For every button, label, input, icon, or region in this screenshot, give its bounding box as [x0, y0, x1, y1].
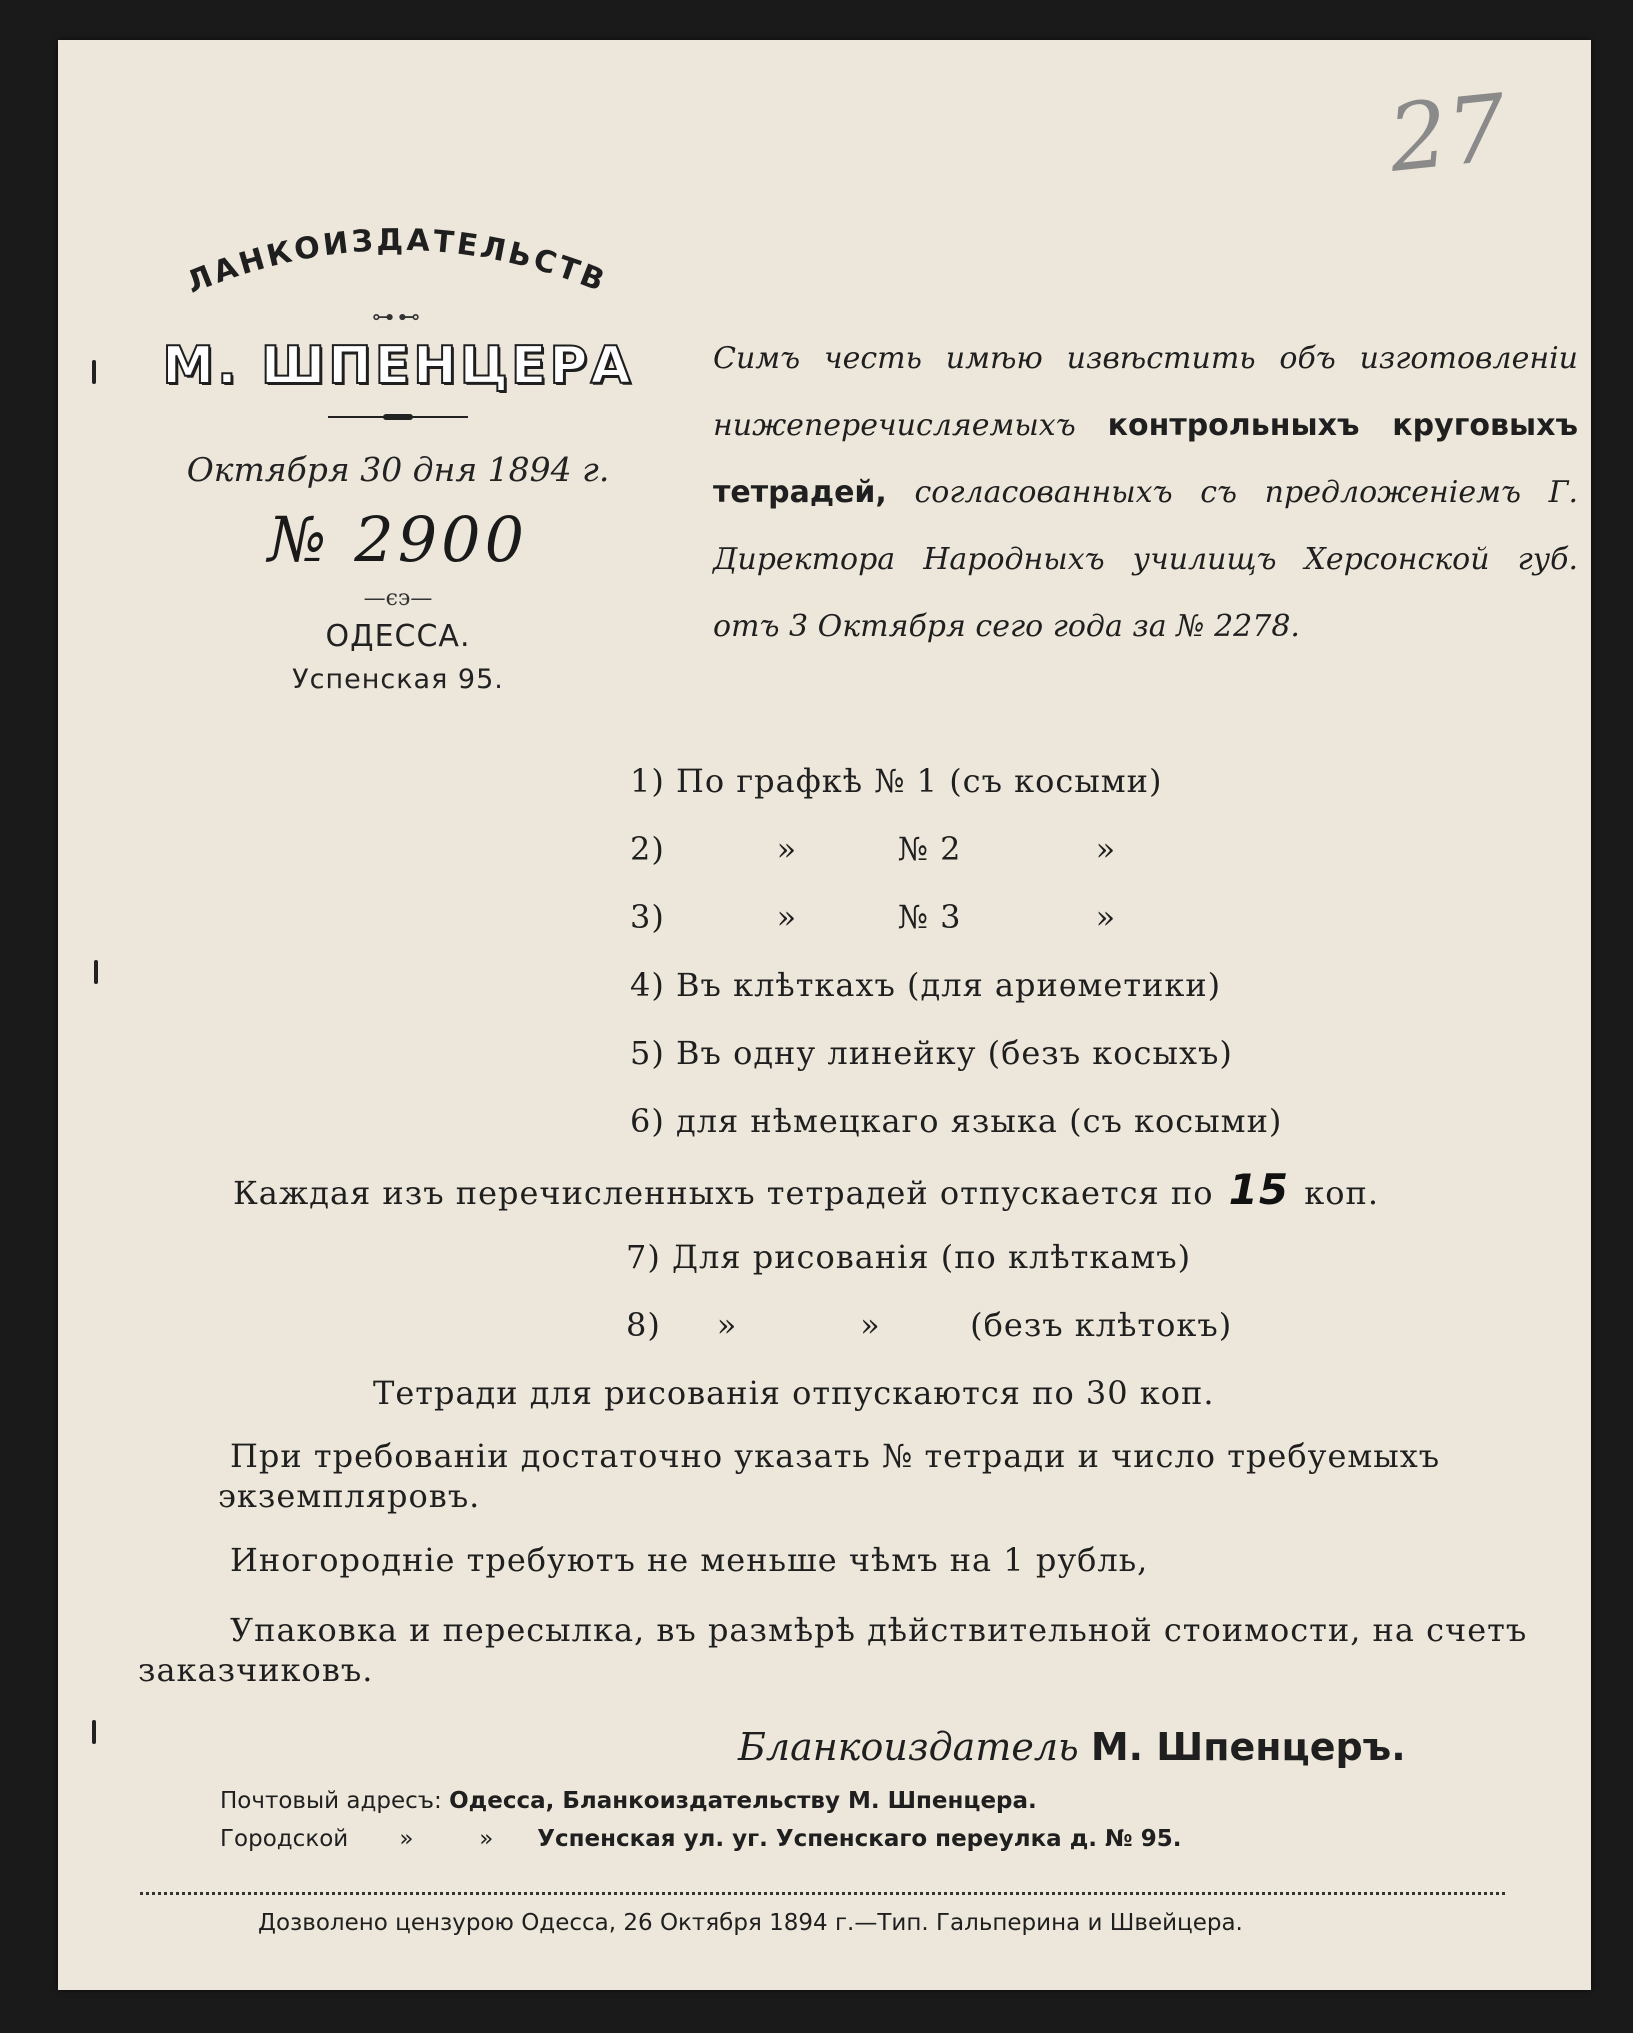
city-value: Успенская ул. уг. Успенскаго переулка д. № 95. [537, 1826, 1182, 1852]
letter-date: Октября 30 дня 1894 г. [186, 450, 610, 489]
paragraph: Иногородніе требуютъ не меньше чѣмъ на 1 рубль, [230, 1541, 1149, 1579]
handwritten-price: 15 [1228, 1165, 1290, 1214]
letterhead [158, 210, 638, 695]
ornament-small: ⊶⊷ [372, 305, 424, 330]
price-unit: коп. [1304, 1174, 1380, 1212]
binding-mark [94, 960, 98, 984]
rule-ornament [328, 414, 468, 420]
binding-mark [92, 360, 96, 384]
list-item: 6) для нѣмецкаго языка (съ косыми) [630, 1102, 1283, 1140]
drawing-price-line: Тетради для рисованія отпускаются по 30 коп. [373, 1374, 1215, 1412]
document-sheet [58, 40, 1591, 1990]
list-item: 1) По графкѣ № 1 (съ косыми) [630, 762, 1163, 800]
list-item: 7) Для рисованія (по клѣткамъ) [626, 1238, 1192, 1276]
signature-name: М. Шпенцеръ. [1090, 1725, 1406, 1769]
intro-text-1: Симъ честь имѣю извѣстить объ изготовленіи нижеперечисляемыхъ [713, 341, 1578, 443]
publisher-name: М. ШПЕНЦЕРА [162, 336, 634, 396]
city-address-line [220, 1826, 1181, 1852]
signature-title: Бланкоиздатель [738, 1725, 1079, 1769]
price-line [233, 1165, 1379, 1214]
city-label: Городской » » [220, 1826, 538, 1852]
intro-text-2: согласованныхъ съ предложеніемъ Г. Директора Народныхъ училищъ Херсонской губ. отъ 3 Октября сего года за № 2278. [713, 475, 1579, 644]
postal-value: Одесса, Бланкоиздательству М. Шпенцера. [449, 1788, 1037, 1814]
list-item: 2) » № 2 » [630, 830, 1117, 868]
list-item: 4) Въ клѣткахъ (для ариѳметики) [630, 966, 1222, 1004]
street-address: Успенская 95. [292, 664, 504, 695]
signature-line [738, 1725, 1406, 1769]
publisher-arc-text: ЛАНКОИЗДАТЕЛЬСТВ [181, 222, 612, 301]
list-item: 5) Въ одну линейку (безъ косыхъ) [630, 1034, 1233, 1072]
price-line-text: Каждая изъ перечисленныхъ тетрадей отпускается по [233, 1174, 1214, 1212]
letter-number: № 2900 [267, 503, 529, 576]
city: ОДЕССА. [325, 619, 471, 654]
postal-address-line [220, 1788, 1037, 1814]
publisher-arc-title [158, 210, 638, 305]
binding-mark [92, 1720, 96, 1744]
censor-line: Дозволено цензурою Одесса, 26 Октября 1894 г.—Тип. Гальперина и Швейцера. [258, 1910, 1243, 1936]
postal-label: Почтовый адресъ: [220, 1788, 450, 1814]
list-item: 3) » № 3 » [630, 898, 1117, 936]
dotted-rule [140, 1892, 1505, 1895]
intro-paragraph [713, 325, 1578, 660]
paragraph: Упаковка и пересылка, въ размѣрѣ дѣйствительной стоимости, на счетъ заказчиковъ. [138, 1611, 1528, 1689]
list-item: 8) » » (безъ клѣтокъ) [626, 1306, 1233, 1344]
ornament-curl: —ϵ϶— [363, 586, 433, 611]
intro-text-bold: контрольныхъ круговыхъ тетрадей, [713, 408, 1578, 510]
paragraph: При требованіи достаточно указать № тетради и число требуемыхъ экземпляровъ. [218, 1437, 1441, 1515]
archive-number: 27 [1383, 74, 1512, 193]
